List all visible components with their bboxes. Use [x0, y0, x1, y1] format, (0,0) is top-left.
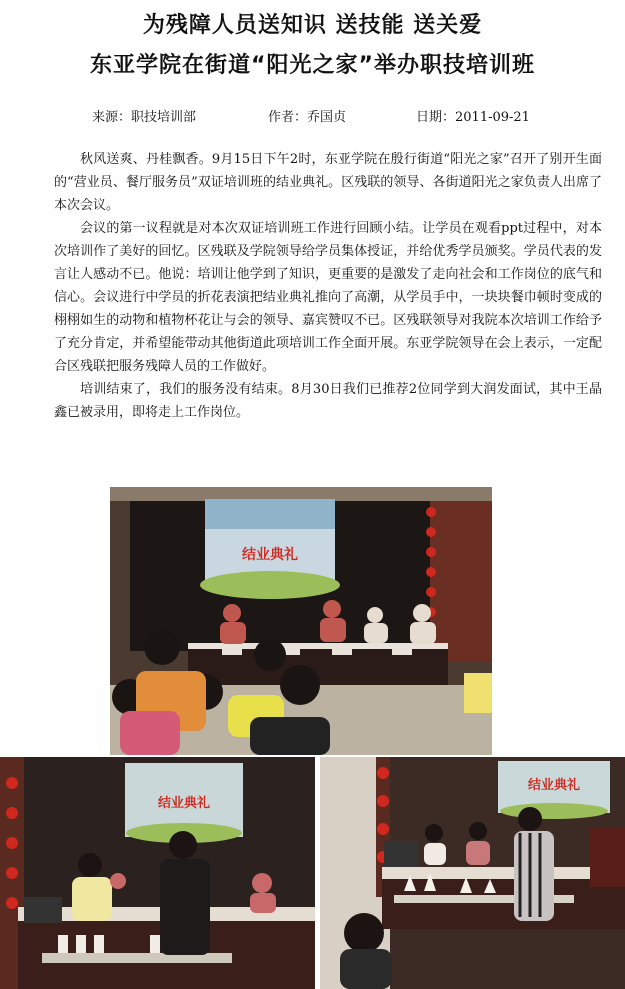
- napkin-folding-photo-left-image: [0, 757, 315, 989]
- source-label: 来源：职技培训部: [92, 110, 197, 125]
- date-label: 日期：2011-09-21: [416, 110, 530, 125]
- ceremony-photo-main-image: [110, 487, 492, 755]
- paragraph-2: 会议的第一议程就是对本次双证培训班工作进行回顾小结。让学员在观看ppt过程中，对本次培训作了美好的回忆。区残联及学院领导给学员集体授证，并给优秀学员颁奖。学员代表的发言让人感动不已。他说：培训让他学到了知识，更重要的是激发了走向社会和工作岗位的底气和信心。会议进行中学员的折花表演把结业典礼推向了高潮，从学员手中，一块块餐巾顿时变成的栩栩如生的动物和植物杯花让与会的领导、嘉宾赞叹不已。区残联领导对我院本次培训工作给予了充分肯定，并希望能带动其他街道此项培训工作全面开展。东亚学院领导在会上表示，一定配合区残联把服务残障人员的工作做好。: [54, 221, 602, 374]
- napkin-folding-photo-left: [0, 757, 315, 989]
- right-screen-caption: 结业典礼: [527, 778, 581, 793]
- napkin-folding-photo-right: [320, 757, 625, 989]
- paragraph-3: 培训结束了，我们的服务没有结束。8月30日我们已推荐2位同学到大润发面试，其中王晶鑫已被录用，即将走上工作岗位。: [54, 382, 602, 420]
- article-body: [54, 148, 602, 424]
- author-label: 作者：乔国贞: [268, 110, 347, 125]
- headline-line-1: 为残障人员送知识 送技能 送关爱: [142, 13, 483, 38]
- headline-line-2: 东亚学院在街道“阳光之家”举办职技培训班: [90, 53, 535, 78]
- paragraph-1: 秋风送爽、丹桂飘香。9月15日下午2时，东亚学院在殷行街道“阳光之家”召开了别开生面的“营业员、餐厅服务员”双证培训班的结业典礼。区残联的领导、各街道阳光之家负责人出席了本次会议。: [54, 152, 602, 213]
- napkin-folding-photo-right-image: [320, 757, 625, 989]
- left-screen-caption: 结业典礼: [157, 796, 211, 811]
- main-screen-caption: 结业典礼: [242, 547, 298, 563]
- ceremony-photo-main: [110, 487, 492, 755]
